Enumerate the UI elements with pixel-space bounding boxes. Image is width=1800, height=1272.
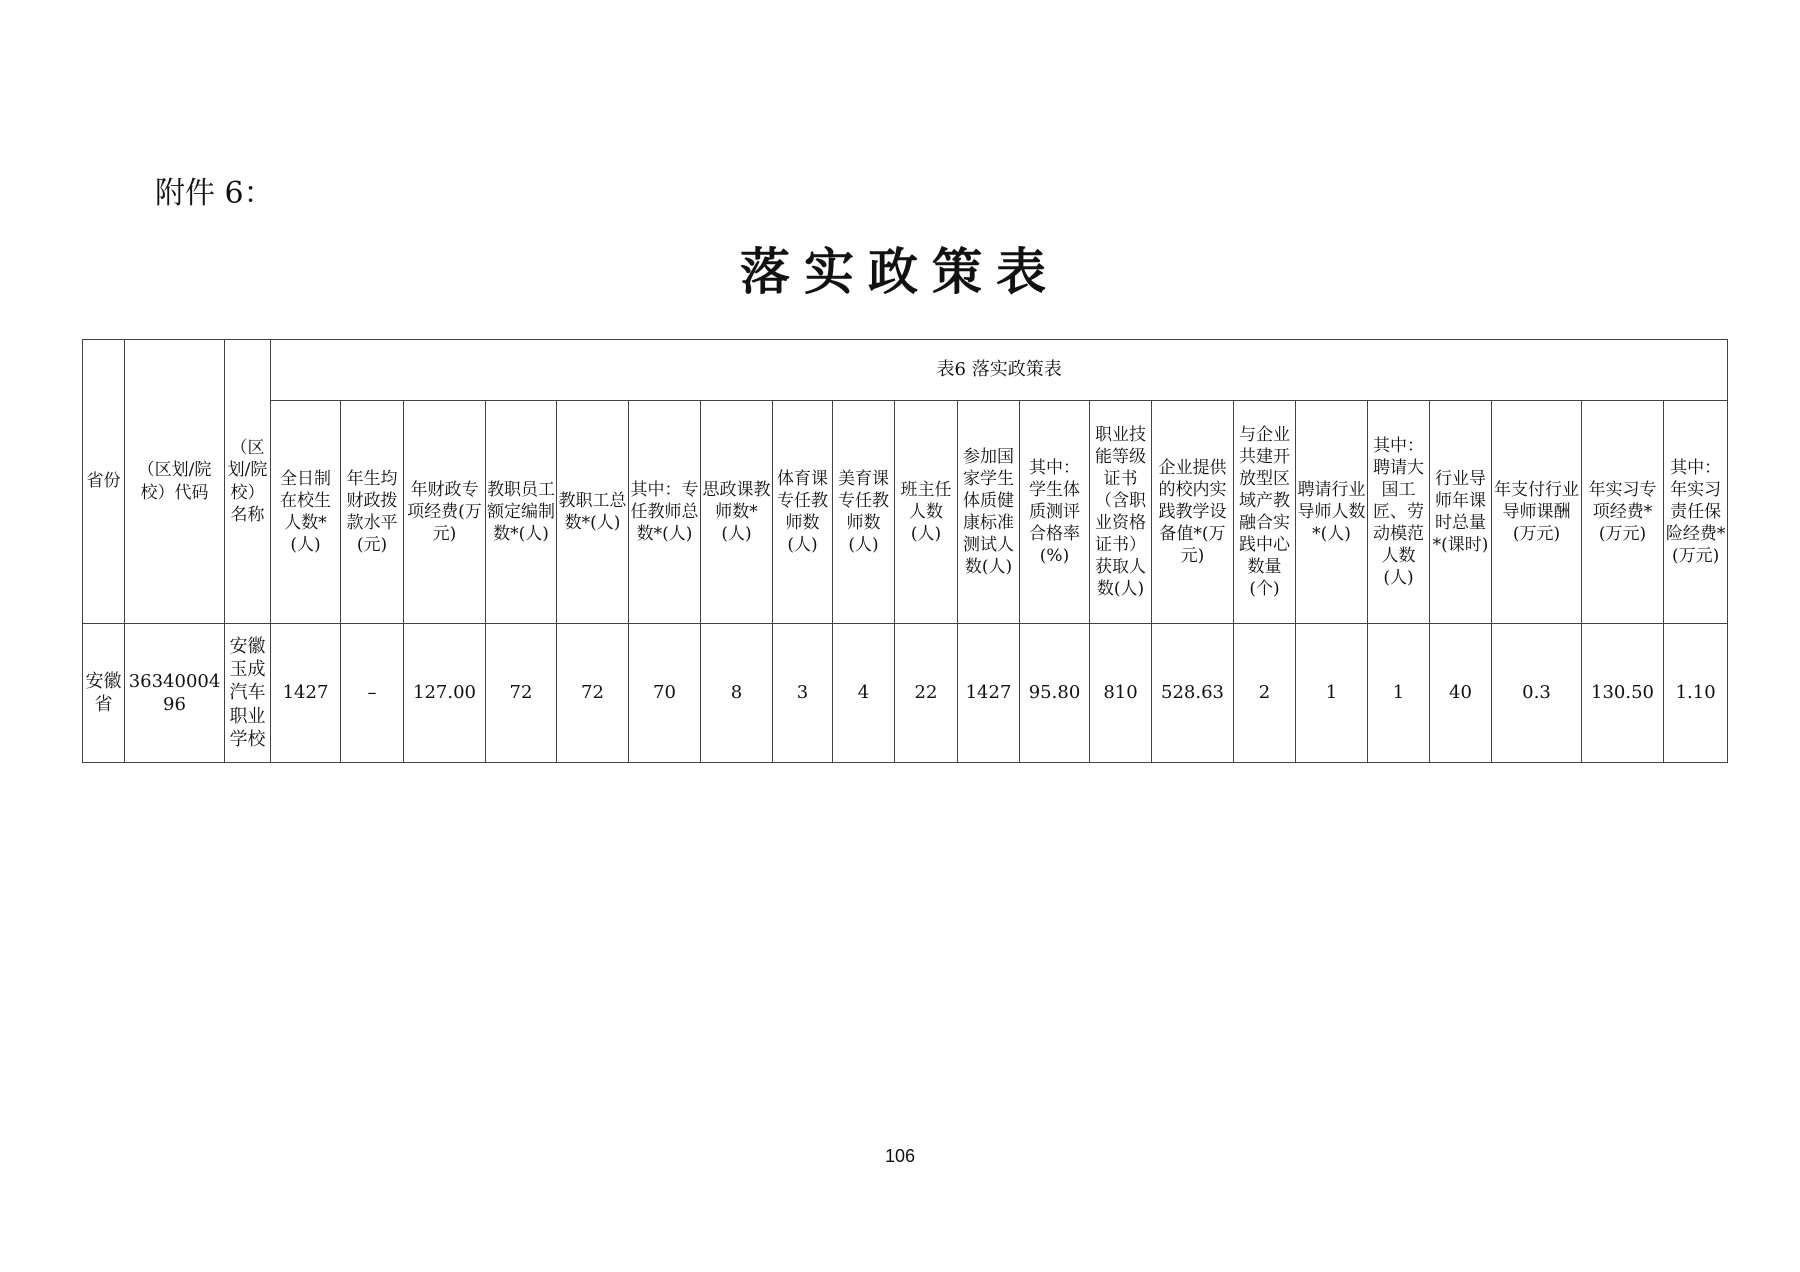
column-header: 行业导师年课时总量*(课时) [1430, 401, 1492, 624]
column-header: 与企业共建开放型区域产教融合实践中心数量(个) [1234, 401, 1296, 624]
table-cell: 40 [1430, 624, 1492, 763]
column-header: 聘请行业导师人数*(人) [1296, 401, 1368, 624]
column-header: 职业技能等级证书（含职业资格证书）获取人数(人) [1090, 401, 1152, 624]
column-header: 美育课专任教师数(人) [833, 401, 895, 624]
header-code: （区划/院校）代码 [125, 340, 225, 624]
table-row [83, 624, 1728, 763]
cell-code: 3634000496 [125, 624, 225, 763]
table-cell: 70 [629, 624, 701, 763]
table-cell: 1 [1296, 624, 1368, 763]
page-number: 106 [884, 1146, 916, 1166]
column-header: 其中：聘请大国工匠、劳动模范人数(人) [1368, 401, 1430, 624]
table-cell: 3 [773, 624, 833, 763]
table-cell: 22 [895, 624, 958, 763]
table-cell: 810 [1090, 624, 1152, 763]
header-province: 省份 [83, 340, 125, 624]
table-cell: 130.50 [1582, 624, 1664, 763]
policy-table [82, 339, 1728, 763]
column-header: 体育课专任教师数(人) [773, 401, 833, 624]
column-header: 参加国家学生体质健康标准测试人数(人) [958, 401, 1020, 624]
header-name: （区划/院校）名称 [225, 340, 271, 624]
table-cell: 4 [833, 624, 895, 763]
table-cell: 8 [701, 624, 773, 763]
column-header: 年实习专项经费*(万元) [1582, 401, 1664, 624]
table-cell: 72 [557, 624, 629, 763]
column-header: 其中：专任教师总数*(人) [629, 401, 701, 624]
column-header: 企业提供的校内实践教学设备值*(万元) [1152, 401, 1234, 624]
column-header: 教职员工额定编制数*(人) [486, 401, 557, 624]
table-cell: 2 [1234, 624, 1296, 763]
column-header: 思政课教师数*(人) [701, 401, 773, 624]
table-cell: – [341, 624, 404, 763]
cell-province: 安徽省 [83, 624, 125, 763]
column-header: 其中：年实习责任保险经费*(万元) [1664, 401, 1728, 624]
table-cell: 1427 [958, 624, 1020, 763]
column-header: 其中：学生体质测评合格率(%) [1020, 401, 1090, 624]
page-title: 落实政策表 [740, 242, 1060, 301]
table-cell: 1 [1368, 624, 1430, 763]
attachment-label: 附件 6： [155, 176, 274, 211]
table-caption: 表6 落实政策表 [271, 340, 1728, 401]
table-cell: 528.63 [1152, 624, 1234, 763]
column-header: 年财政专项经费(万元) [404, 401, 486, 624]
column-header: 班主任人数(人) [895, 401, 958, 624]
table-cell: 1427 [271, 624, 341, 763]
column-header: 全日制在校生人数*(人) [271, 401, 341, 624]
column-header: 教职工总数*(人) [557, 401, 629, 624]
table-cell: 95.80 [1020, 624, 1090, 763]
table-cell: 127.00 [404, 624, 486, 763]
column-header: 年生均财政拨款水平(元) [341, 401, 404, 624]
table-cell: 72 [486, 624, 557, 763]
cell-name: 安徽玉成汽车职业学校 [225, 624, 271, 763]
column-header: 年支付行业导师课酬(万元) [1492, 401, 1582, 624]
table-cell: 0.3 [1492, 624, 1582, 763]
table-cell: 1.10 [1664, 624, 1728, 763]
